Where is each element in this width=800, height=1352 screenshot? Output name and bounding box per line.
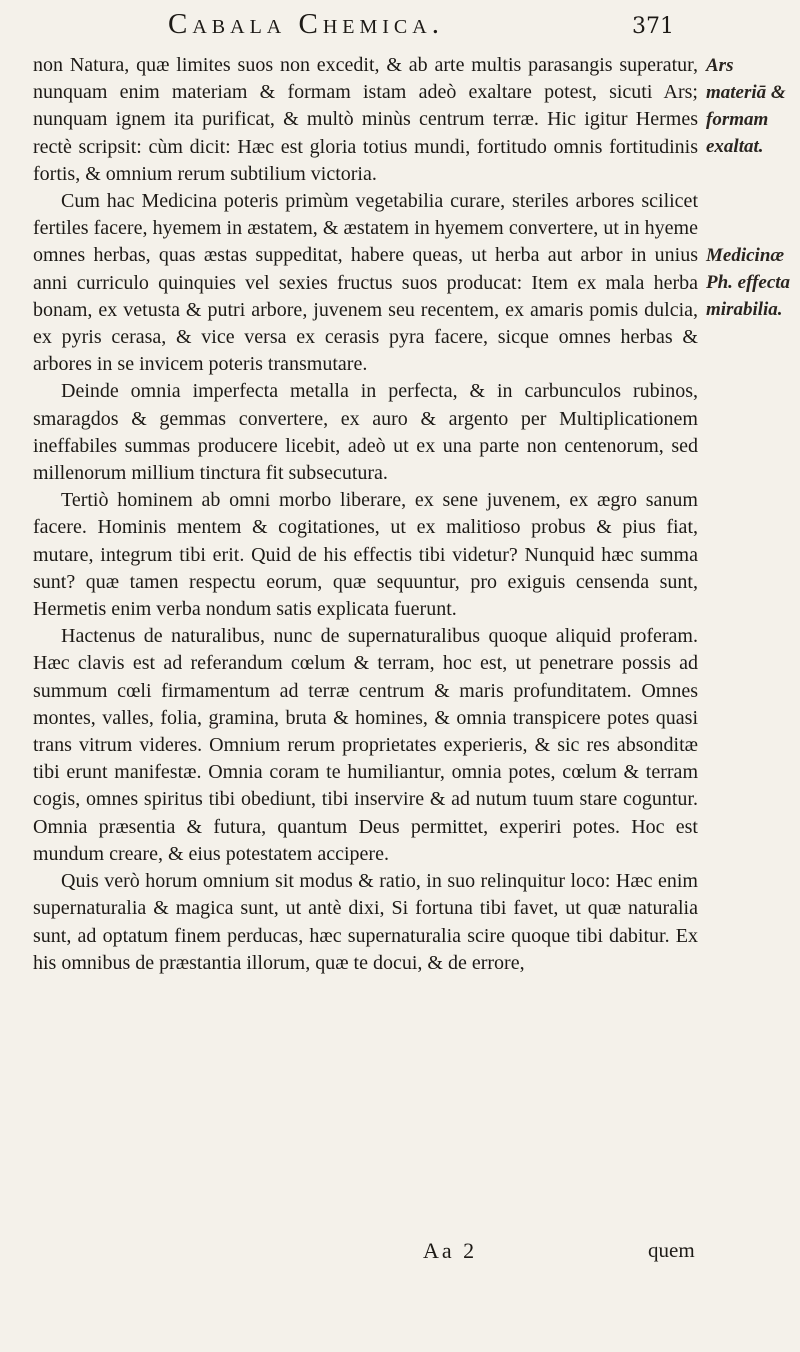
margin-note-medicinae: Medicinæ Ph. effecta mirabilia. — [706, 245, 791, 320]
margin-note-ars: Ars materiā & formam exaltat. — [706, 55, 786, 157]
page-header — [0, 8, 800, 48]
running-title: Cabala Chemica. — [168, 8, 444, 40]
catchword: quem — [648, 1238, 695, 1262]
page-number: 371 — [632, 14, 674, 39]
paragraph: Hactenus de naturalibus, nunc de supernaturalibus quoque aliquid proferam. Hæc clavis est ad referandum cœlum & terram, hoc est, ut penetrare possis ad summum cœli firmamentum ad terræ centrum & maris profunditatem. Omnes montes, valles, folia, gramina, bruta & homines, & omnia transpicere potes quasi trans vitrum videres. Omnium rerum proprietates experieris, & sic res absonditæ tibi erunt manifestæ. Omnia coram te humiliantur, omnia potes, cœlum & terram cogis, omnes spiritus tibi obediunt, tibi inservire & ad nutum tuum stare coguntur. Omnia præsentia & futura, quantum Deus permittet, experiri potes. Hoc est mundum creare, & eius potestatem accipere. — [33, 625, 698, 865]
body-text — [33, 52, 698, 977]
paragraph: non Natura, quæ limites suos non excedit, & ab arte multis parasangis superatur, nunquam enim materiam & formam istam adeò exaltare potest, sicuti Ars; nunquam ignem ita purificat, & multò minùs centrum terræ. Hic igitur Hermes rectè scripsit: cùm dicit: Hæc est gloria totius mundi, fortitudo omnis fortitudinis fortis, & omnium rerum subtilium victoria. — [33, 54, 698, 185]
paragraph: Cum hac Medicina poteris primùm vegetabilia curare, steriles arbores scilicet fertiles facere, hyemem in æstatem, & æstatem in hyemem convertere, ut in hyeme omnes herbas, quas æstas suppeditat, habere queas, ut herba aut arbor in unius anni curriculo quinquies vel sexies fructus suos producat: Item ex mala herba bonam, ex vetusta & putri arbore, juvenem seu recentem, ex amaris pomis dulcia, ex pyris cerasa, & vice versa ex cerasis pyra facere, sicque omnes herbas & arbores in se invicem poteris transmutare. — [33, 190, 698, 376]
page-footer — [0, 1238, 800, 1278]
paragraph: Deinde omnia imperfecta metalla in perfecta, & in carbunculos rubinos, smaragdos & gemmas convertere, ex auro & argento per Multiplicationem ineffabiles summas producere licebit, adeò ut ex una parte non centenorum, sed millenorum millium tinctura fit subsecutura. — [33, 380, 698, 485]
signature-mark: Aa 2 — [423, 1238, 478, 1263]
paragraph: Quis verò horum omnium sit modus & ratio, in suo relinquitur loco: Hæc enim supernaturalia & magica sunt, ut antè dixi, Si fortuna tibi favet, ut quæ naturalia sunt, ad optatum finem perducas, hæc supernaturalia scire quoque tibi dabitur. Ex his omnibus de præstantia illorum, quæ te docui, & de errore, — [33, 870, 698, 974]
paragraph: Tertiò hominem ab omni morbo liberare, ex sene juvenem, ex ægro sanum facere. Hominis mentem & cogitationes, ut ex malitioso probus & pius fiat, mutare, integrum tibi erit. Quid de his effectis tibi videtur? Nunquid hæc summa sunt? quæ tamen respectu eorum, quæ sequuntur, pro exiguis censenda sunt, Hermetis enim verba nondum satis explicata fuerunt. — [33, 489, 698, 621]
